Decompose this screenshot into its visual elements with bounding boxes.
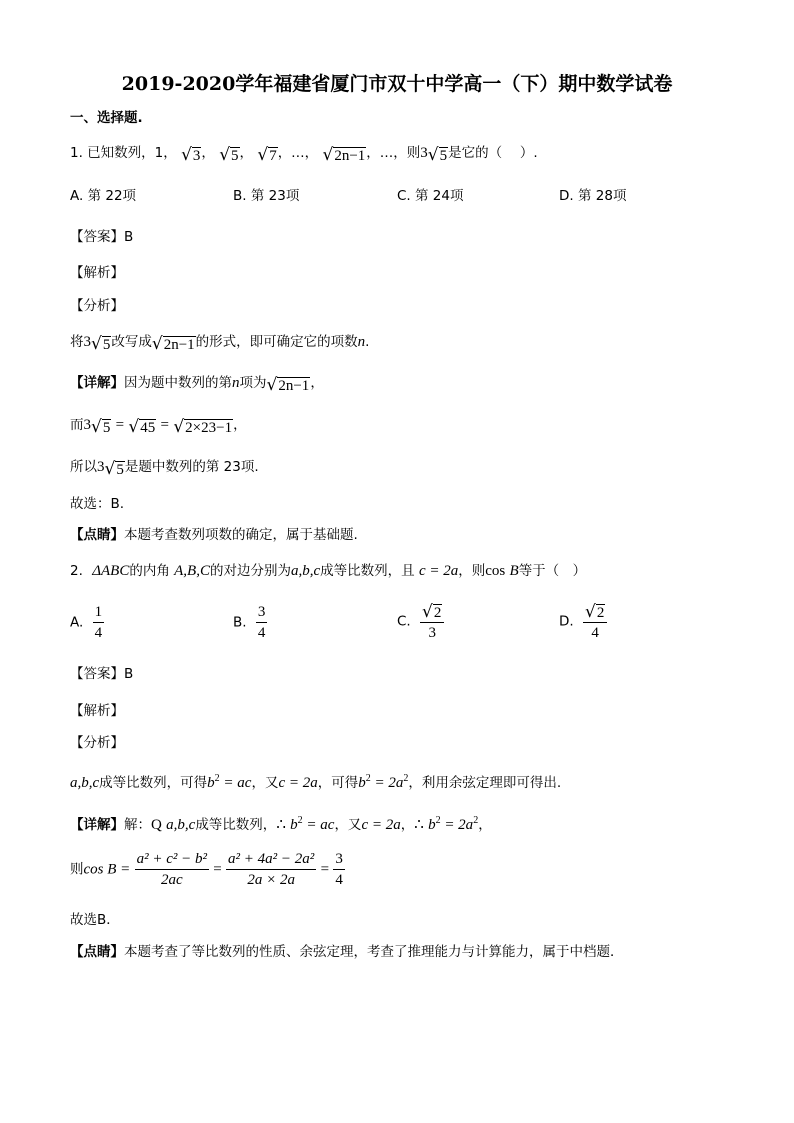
q2-analysis-label: 【解析】 — [70, 703, 124, 719]
q1-comment: 【点睛】本题考查数列项数的确定，属于基础题. — [70, 527, 358, 543]
q2-option-a: A. $\frac{1}{4}$ — [70, 604, 103, 641]
q1-fenxi-label: 【分析】 — [70, 298, 124, 314]
q2-detail-1: 【详解】解：Q a,b,c成等比数列，∴ $b^2$ = ac，又c = 2a，∴ $b^2 = 2a^2$， — [70, 815, 492, 833]
q2-comment: 【点睛】本题考查了等比数列的性质、余弦定理，考查了推理能力与计算能力，属于中档题． — [70, 944, 624, 960]
page-title: 2019-2020学年福建省厦门市双十中学高一（下）期中数学试卷 — [121, 73, 673, 95]
q1-detail-1: 【详解】因为题中数列的第n项为 √ 2n−1 ， — [70, 375, 324, 395]
q1-ellipsis-2: ，…，则 — [366, 145, 421, 161]
detail-label: 【详解】 — [70, 375, 124, 391]
q2-fenxi-label: 【分析】 — [70, 735, 124, 751]
q1-answer — [70, 228, 133, 246]
answer-label: 【答案】 — [70, 229, 124, 245]
q1-option-a: A. 第 22项 — [70, 188, 137, 204]
section-heading: 一、选择题. — [70, 110, 143, 126]
q1-coef: 3 — [420, 145, 428, 161]
therefore-symbol: ∴ — [276, 817, 286, 833]
q1-choose: 故选：B. — [70, 496, 125, 512]
triangle-symbol: ΔABC — [92, 563, 130, 579]
q1-sqrt3: √ 3 — [181, 145, 201, 165]
q2-option-b: B. $\frac{3}{4}$ — [233, 604, 266, 641]
q1-detail-3: 所以3 √ 5 是题中数列的第 23项. — [70, 459, 259, 479]
q1-sqrt5b: √ 5 — [427, 145, 448, 165]
q1-fenxi-text: 将3 √ 5 改写成 √ 2n−1 的形式，即可确定它的项数n. — [70, 334, 370, 354]
q1-sqrt2n1: √ 2n−1 — [322, 145, 366, 165]
q2-option-d: D. √ 2 4 — [559, 601, 607, 642]
because-symbol: Q — [151, 817, 162, 833]
q2-fenxi-text: a,b,c成等比数列，可得$b^2$ = ac，又c = 2a，可得$b^2 = 2a^2$，利用余弦定理即可得出. — [70, 773, 562, 791]
q1-option-b: B. 第 23项 — [233, 188, 300, 204]
q2-stem: 2. ΔABC的内角 A,B,C的对边分别为a,b,c成等比数列，且 c = 2a，则cos B等于（ ） — [70, 563, 587, 579]
q1-sqrt5: √ 5 — [219, 145, 239, 165]
q1-stem-suffix: 是它的（ ）. — [448, 145, 538, 161]
q1-analysis-label: 【解析】 — [70, 265, 124, 281]
q1-detail-2: 而3 √ 5 = √ 45 = √ 2×23−1 ， — [70, 417, 247, 437]
q1-option-c: C. 第 24项 — [397, 188, 464, 204]
q2-choose: 故选B． — [70, 912, 120, 928]
q1-option-d: D. 第 28项 — [559, 188, 627, 204]
q1-stem: 1. 已知数列，1， √ 3 ， √ 5 ， √ 7 ，…， √ 2n−1 ，…，则3 √ 5 是它的（ ）. — [70, 145, 538, 165]
q2-option-c: C. √ 2 3 — [397, 601, 444, 642]
q1-ellipsis: ，…， — [277, 145, 319, 161]
q2-answer: 【答案】B — [70, 666, 134, 682]
answer-value: B — [124, 229, 134, 245]
q1-sqrt7: √ 7 — [257, 145, 277, 165]
q1-stem-prefix: 1. 已知数列，1， — [70, 145, 177, 161]
q2-calc: 则cos B = $\frac{\text{a² + c² − b²}}{2ac}$ = $\frac{\text{a² + 4a² − 2a²}}{2a \times 2a}$ = $\frac{3}{4}$ — [70, 851, 343, 888]
comment-label: 【点睛】 — [70, 527, 124, 543]
